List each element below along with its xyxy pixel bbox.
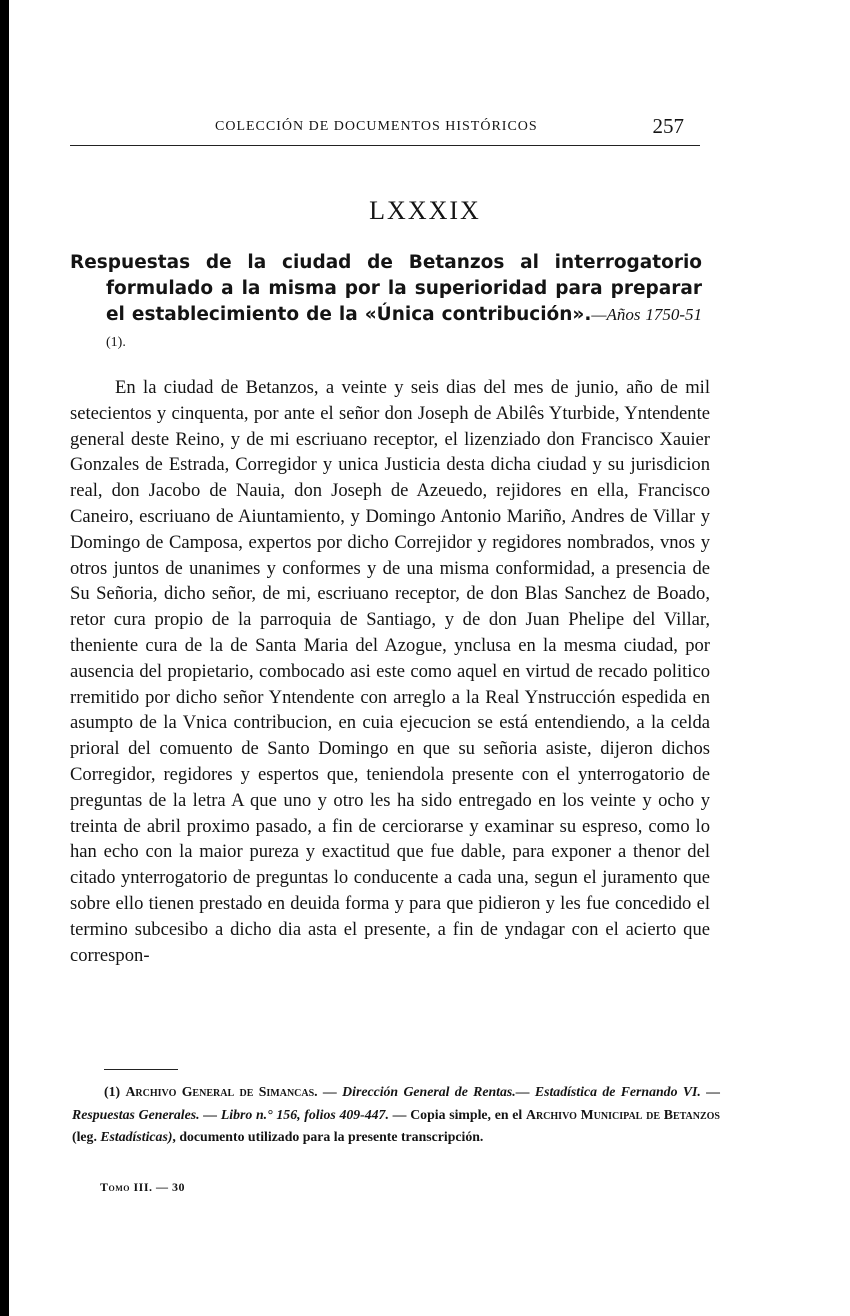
footnote-source-archive: Archivo General de Simancas. bbox=[125, 1084, 318, 1099]
footnote-copy-archive: Archivo Municipal de Betanzos bbox=[526, 1106, 720, 1122]
body-paragraph: En la ciudad de Betanzos, a veinte y seis dias del mes de junio, año de mil setecientos y cinquenta, por ante el señor don Joseph de Abilês Yturbide, Yntendente general deste Reino, y de mi escriuano receptor, el lizenziado don Francisco Xauier Gonzales de Estrada, Corregidor y unica Justicia desta dicha ciudad y su jurisdicion real, don Jacobo de Nauia, don Joseph de Azeuedo, rejidores en ella, Francisco Caneiro, escriuano de Aiuntamiento, y Domingo Antonio Mariño, Andres de Villar y Domingo de Camposa, expertos por dicho Correjidor y regidores nombrados, vnos y otros juntos de unanimes y conformes y de una misma conformidad, a presencia de Su Señoria, dicho señor, de mi, escriuano receptor, de don Blas Sanchez de Boado, retor cura propio de la parroquia de Santiago, y de don Juan Phelipe del Villar, theniente cura de la de Santa Maria del Azogue, ynclusa en la mesma ciudad, por ausencia del propietario, combocado asi este como aquel en virtud de recado politico rremitido por dicho señor Yntendente con arreglo a la Real Ynstrucción espedida en asumpto de la Vnica contribucion, en cuia ejecucion se está entendiendo, a la celda prioral del comuento de Santo Domingo en que su señoria asiste, dijeron dichos Corregidor, regidores y espertos que, teniendola presente con el ynterrogatorio de preguntas de la letra A que uno y otro les ha sido entregado en los veinte y ocho y treinta de abril proximo pasado, a fin de cerciorarse y examinar su espreso, como lo han echo con la maior pureza y exactitud que fue dable, para exponer a thenor del citado ynterrogatorio de preguntas lo conducente a cada una, segun el juramento que sobre ello tienen prestado en deuida forma y para que pidieron y les fue concedido el termino subcesibo a dicho dia asta el presente, a fin de yndagar con el acierto que correspon- bbox=[70, 377, 710, 966]
footnote-reference: (1). bbox=[106, 335, 126, 350]
footnote-source-detail: — Dirección General de Rentas.— Estadística de Fernando VI. — Respuestas Generales. — Libro n.° 156, folios 409-447. bbox=[72, 1084, 721, 1122]
document-title-text: Respuestas de la ciudad de Betanzos al interrogatorio formulado a la misma por la superioridad para preparar el establecimiento de la «Única contribución». bbox=[70, 252, 702, 325]
footnote-copy-text: — Copia simple, en el bbox=[392, 1106, 523, 1122]
footnote-closing: , documento utilizado para la presente transcripción. bbox=[172, 1129, 484, 1144]
footnote bbox=[72, 1081, 720, 1149]
footnote-marker: (1) bbox=[104, 1084, 121, 1099]
running-title: COLECCIÓN DE DOCUMENTOS HISTÓRICOS bbox=[215, 119, 538, 134]
document-title bbox=[70, 250, 702, 356]
document-number: LXXXIX bbox=[369, 196, 481, 225]
document-years: —Años 1750-51 bbox=[591, 305, 702, 324]
footnote-leg-name: Estadísticas) bbox=[100, 1129, 173, 1144]
page-number: 257 bbox=[652, 114, 684, 138]
footnote-leg-open: (leg. bbox=[72, 1129, 97, 1144]
volume-signature: Tomo III. — 30 bbox=[100, 1180, 186, 1194]
footnote-rule bbox=[104, 1069, 178, 1070]
header-rule bbox=[70, 145, 700, 146]
